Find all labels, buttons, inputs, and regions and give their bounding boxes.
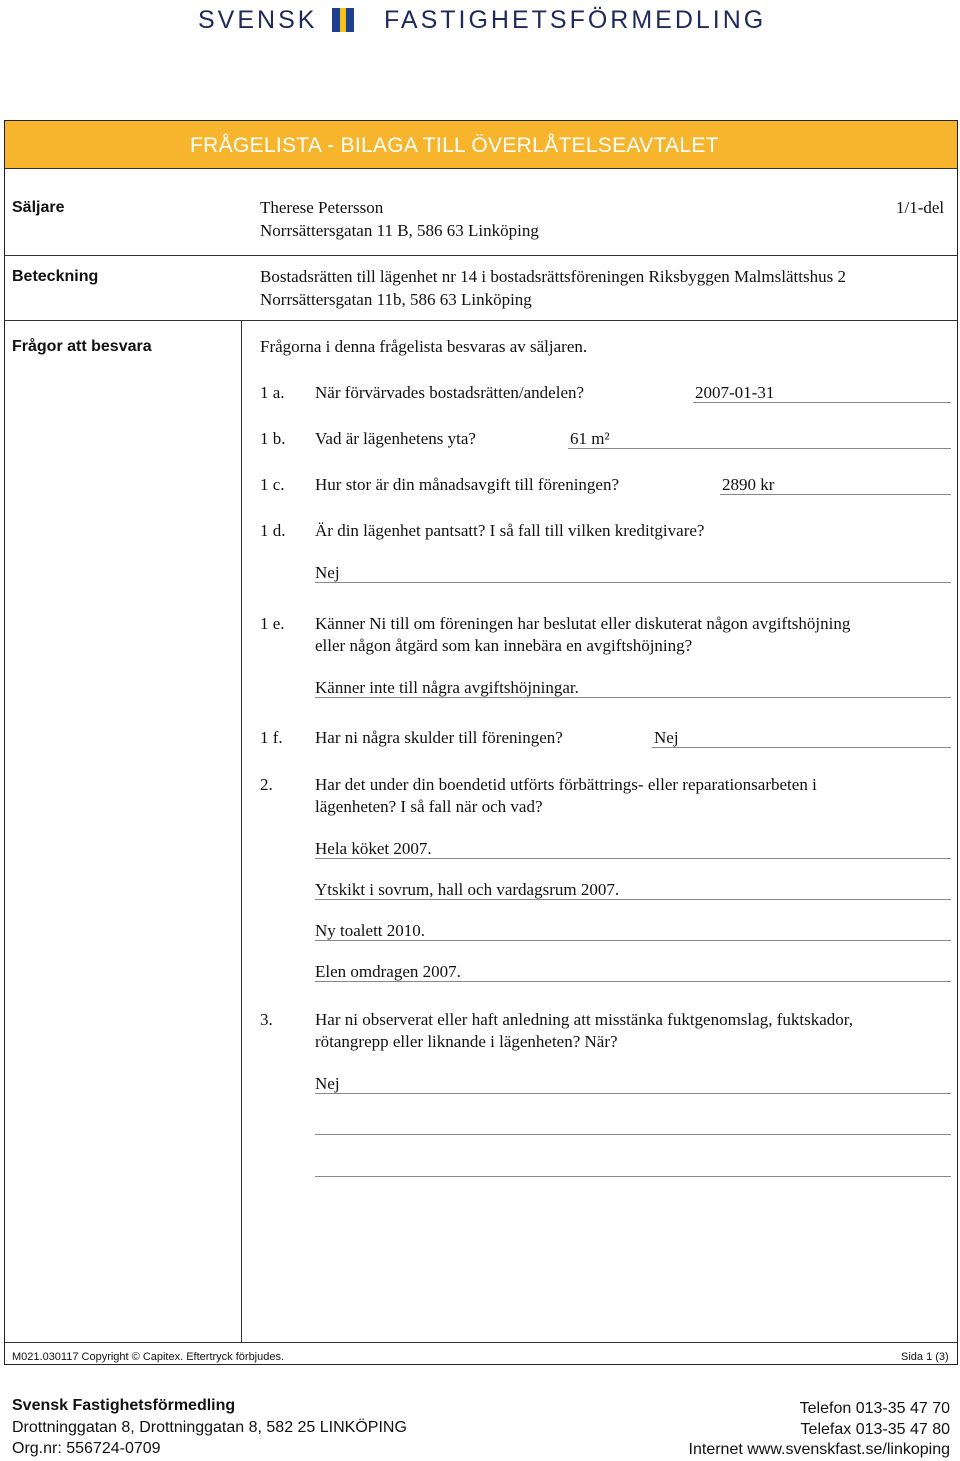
company-name: Svensk Fastighetsförmedling xyxy=(12,1397,236,1414)
brand-header xyxy=(0,4,960,36)
question-number: 1 a. xyxy=(260,383,285,402)
question-number: 1 f. xyxy=(260,728,283,747)
answer-text: Ytskikt i sovrum, hall och vardagsrum 2007. xyxy=(315,880,620,899)
answer-line xyxy=(315,1093,951,1094)
answer-line xyxy=(315,858,951,859)
answer-text: Ny toalett 2010. xyxy=(315,921,426,940)
answer-line xyxy=(315,899,951,900)
column-divider xyxy=(241,320,242,1342)
answer-line xyxy=(720,494,951,495)
divider xyxy=(5,320,957,321)
company-website-link[interactable]: Internet www.svenskfast.se/linkoping xyxy=(688,1441,950,1458)
questions-label: Frågor att besvara xyxy=(12,338,152,355)
question-text: lägenheten? I så fall när och vad? xyxy=(315,797,543,816)
question-text: Känner Ni till om föreningen har beslutat eller diskuterat någon avgiftshöjning xyxy=(315,614,851,633)
answer-text: Hela köket 2007. xyxy=(315,839,432,858)
company-fax: Telefax 013-35 47 80 xyxy=(800,1421,950,1438)
company-phone: Telefon 013-35 47 70 xyxy=(799,1400,950,1417)
answer-line xyxy=(315,981,951,982)
answer-line xyxy=(315,1176,951,1177)
answer-line xyxy=(315,697,951,698)
answer-text: Nej xyxy=(315,563,340,582)
answer-line xyxy=(568,448,951,449)
designation-line2: Norrsättersgatan 11b, 586 63 Linköping xyxy=(260,290,532,309)
question-text: eller någon åtgärd som kan innebära en avgiftshöjning? xyxy=(315,636,693,655)
question-text: Hur stor är din månadsavgift till föreningen? xyxy=(315,475,620,494)
answer-text: Elen omdragen 2007. xyxy=(315,962,461,981)
divider xyxy=(5,255,957,256)
brand-name-right: FASTIGHETSFÖRMEDLING xyxy=(384,6,767,34)
brand-name-left: SVENSK xyxy=(198,6,318,34)
answer-text: 61 m² xyxy=(570,429,610,448)
designation-line1: Bostadsrätten till lägenhet nr 14 i bostadsrättsföreningen Riksbyggen Malmslättshus 2 xyxy=(260,267,846,286)
form-title: FRÅGELISTA - BILAGA TILL ÖVERLÅTELSEAVTALET xyxy=(190,134,719,157)
answer-text: Nej xyxy=(654,728,679,747)
question-number: 3. xyxy=(260,1010,273,1029)
question-number: 1 e. xyxy=(260,614,285,633)
answer-line xyxy=(315,1134,951,1135)
answer-text: Nej xyxy=(315,1074,340,1093)
brand-flag-icon xyxy=(332,8,354,32)
question-number: 1 b. xyxy=(260,429,286,448)
divider xyxy=(5,1342,957,1343)
question-number: 1 d. xyxy=(260,521,286,540)
question-text: Har ni observerat eller haft anledning att misstänka fuktgenomslag, fuktskador, xyxy=(315,1010,853,1029)
company-address: Drottninggatan 8, Drottninggatan 8, 582 25 LINKÖPING xyxy=(12,1419,407,1436)
question-number: 2. xyxy=(260,775,273,794)
seller-label: Säljare xyxy=(12,199,65,216)
question-text: När förvärvades bostadsrätten/andelen? xyxy=(315,383,585,402)
question-text: Vad är lägenhetens yta? xyxy=(315,429,476,448)
answer-text: Känner inte till några avgiftshöjningar. xyxy=(315,678,579,697)
designation-label: Beteckning xyxy=(12,268,99,285)
intro-text: Frågorna i denna frågelista besvaras av säljaren. xyxy=(260,337,588,356)
question-text: rötangrepp eller liknande i lägenheten? När? xyxy=(315,1032,618,1051)
question-text: Är din lägenhet pantsatt? I så fall till vilken kreditgivare? xyxy=(315,521,705,540)
copyright-text: M021.030117 Copyright © Capitex. Eftertryck förbjudes. xyxy=(12,1351,285,1363)
question-text: Har det under din boendetid utförts förbättrings- eller reparationsarbeten i xyxy=(315,775,817,794)
answer-line xyxy=(315,582,951,583)
question-text: Har ni några skulder till föreningen? xyxy=(315,728,563,747)
answer-text: 2890 kr xyxy=(722,475,775,494)
seller-address: Norrsättersgatan 11 B, 586 63 Linköping xyxy=(260,221,539,240)
answer-text: 2007-01-31 xyxy=(695,383,775,402)
page-number: Sida 1 (3) xyxy=(901,1351,949,1363)
company-org-number: Org.nr: 556724-0709 xyxy=(12,1440,161,1457)
question-number: 1 c. xyxy=(260,475,285,494)
seller-share: 1/1-del xyxy=(896,198,945,217)
seller-name: Therese Petersson xyxy=(260,198,384,217)
answer-line xyxy=(693,402,951,403)
answer-line xyxy=(652,747,951,748)
answer-line xyxy=(315,940,951,941)
